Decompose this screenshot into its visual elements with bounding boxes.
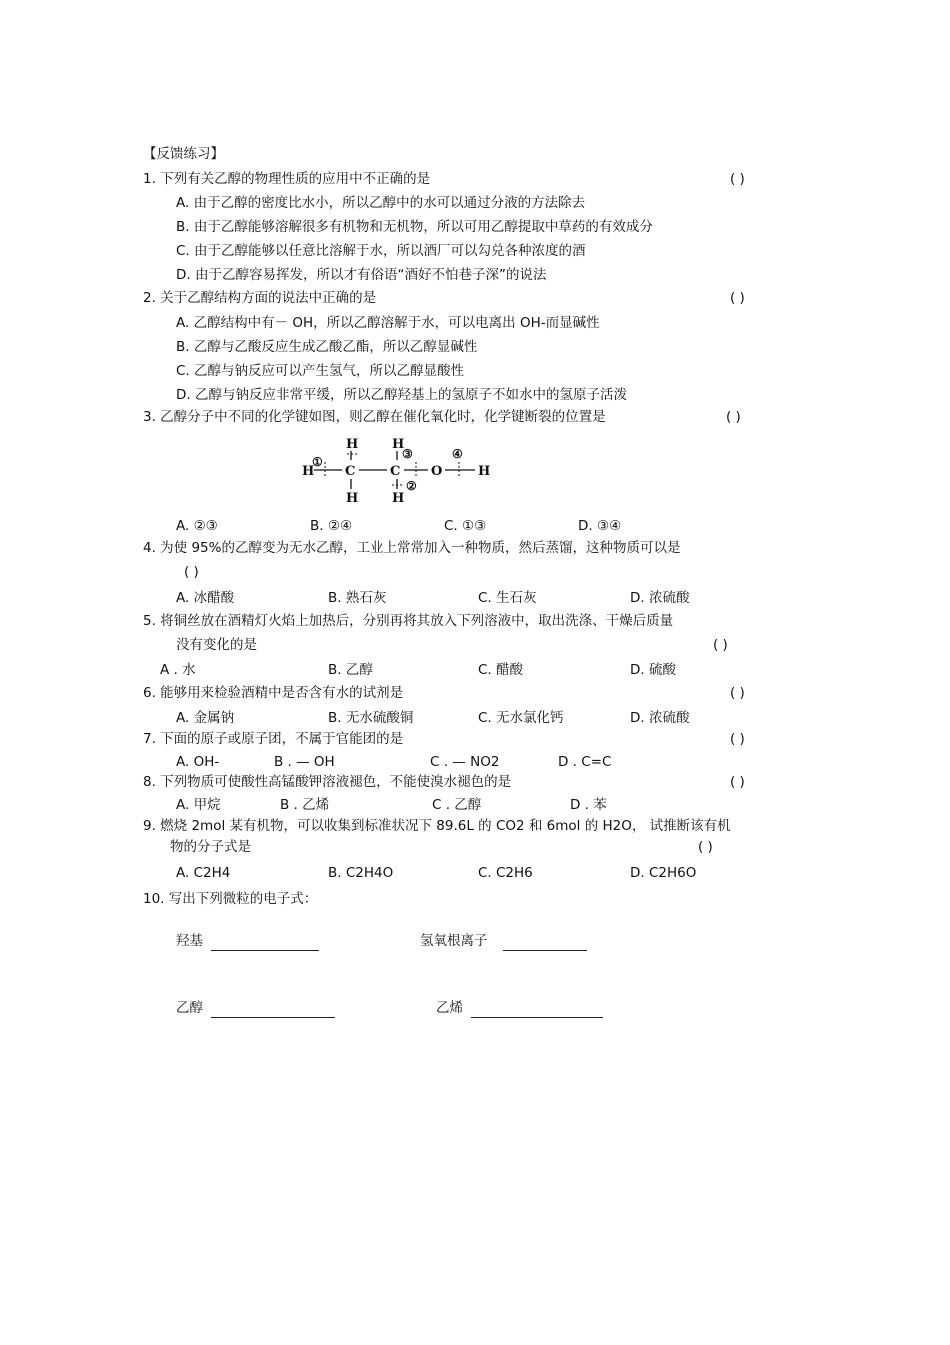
- question-2-option-c: C. 乙醇与钠反应可以产生氢气，所以乙醇显酸性: [176, 363, 465, 379]
- question-5-option-c: C. 醋酸: [478, 662, 524, 678]
- question-8-option-b: B . 乙烯: [280, 797, 330, 813]
- atom-o: O: [431, 464, 443, 479]
- atom-h-left: H: [302, 464, 315, 479]
- question-2-stem: 2. 关于乙醇结构方面的说法中正确的是: [143, 290, 377, 306]
- ethanol-label: 乙醇: [176, 1000, 203, 1016]
- question-9-option-a: A. C2H4: [176, 865, 231, 881]
- question-7-option-b: B . — OH: [274, 754, 335, 770]
- question-1-option-c: C. 由于乙醇能够以任意比溶解于水，所以酒厂可以勾兑各种浓度的酒: [176, 243, 586, 259]
- question-3-stem: 3. 乙醇分子中不同的化学键如图，则乙醇在催化氧化时，化学键断裂的位置是: [143, 409, 606, 425]
- question-1-option-b: B. 由于乙醇能够溶解很多有机物和无机物，所以可用乙醇提取中草药的有效成分: [176, 219, 653, 235]
- question-9-stem-continued: 物的分子式是: [170, 839, 251, 855]
- atom-h-top-1: H: [346, 437, 359, 452]
- question-1-option-d: D. 由于乙醇容易挥发，所以才有俗语“酒好不怕巷子深”的说法: [176, 267, 547, 283]
- question-4-option-d: D. 浓硫酸: [630, 590, 690, 606]
- question-3-answer-paren: ( ): [726, 409, 741, 425]
- question-3-option-d: D. ③④: [578, 518, 622, 534]
- question-5-answer-paren: ( ): [713, 637, 728, 653]
- atom-h-right: H: [478, 464, 491, 479]
- question-6-answer-paren: ( ): [730, 685, 745, 701]
- ethylene-label: 乙烯: [436, 1000, 463, 1016]
- question-3-option-c: C. ①③: [444, 518, 487, 534]
- question-5-option-d: D. 硫酸: [630, 662, 676, 678]
- question-9-stem: 9. 燃烧 2mol 某有机物，可以收集到标准状况下 89.6L 的 CO2 和 6mol 的 H2O， 试推断该有机: [143, 818, 731, 834]
- ethylene-answer-blank[interactable]: [471, 1017, 603, 1018]
- question-7-option-c: C . — NO2: [430, 754, 500, 770]
- question-2-answer-paren: ( ): [730, 290, 745, 306]
- atom-h-top-2: H: [392, 437, 405, 452]
- question-7-stem: 7. 下面的原子或原子团，不属于官能团的是: [143, 731, 404, 747]
- question-5-option-a: A . 水: [160, 662, 196, 678]
- question-1-answer-paren: ( ): [730, 171, 745, 187]
- hydroxide-ion-answer-blank[interactable]: [503, 950, 587, 951]
- question-2-option-d: D. 乙醇与钠反应非常平缓，所以乙醇羟基上的氢原子不如水中的氢原子活泼: [176, 387, 627, 403]
- ethanol-answer-blank[interactable]: [211, 1017, 335, 1018]
- hydroxyl-answer-blank[interactable]: [211, 950, 319, 951]
- question-4-option-c: C. 生石灰: [478, 590, 537, 606]
- bond-marker-2: ②: [406, 479, 417, 493]
- bond-marker-3: ③: [402, 447, 413, 461]
- question-8-answer-paren: ( ): [730, 774, 745, 790]
- atom-c-2: C: [390, 464, 401, 479]
- question-4-option-b: B. 熟石灰: [328, 590, 387, 606]
- question-6-option-b: B. 无水硫酸铜: [328, 710, 414, 726]
- question-9-answer-paren: ( ): [698, 839, 713, 855]
- bond-marker-1: ①: [312, 455, 323, 469]
- atom-c-1: C: [345, 464, 356, 479]
- question-3-option-b: B. ②④: [310, 518, 353, 534]
- question-3-option-a: A. ②③: [176, 518, 218, 534]
- question-6-stem: 6. 能够用来检验酒精中是否含有水的试剂是: [143, 685, 404, 701]
- question-4-option-a: A. 冰醋酸: [176, 590, 235, 606]
- question-6-option-d: D. 浓硫酸: [630, 710, 690, 726]
- question-9-option-b: B. C2H4O: [328, 865, 394, 881]
- bond-marker-4: ④: [452, 447, 463, 461]
- question-4-stem: 4. 为使 95%的乙醇变为无水乙醇，工业上常常加入一种物质，然后蒸馏，这种物质可以是: [143, 540, 681, 556]
- question-9-option-d: D. C2H6O: [630, 865, 697, 881]
- question-4-answer-paren: ( ): [184, 564, 199, 580]
- question-7-answer-paren: ( ): [730, 731, 745, 747]
- section-heading: 【反馈练习】: [143, 146, 224, 162]
- question-5-option-b: B. 乙醇: [328, 662, 373, 678]
- question-1-stem: 1. 下列有关乙醇的物理性质的应用中不正确的是: [143, 171, 431, 187]
- ethanol-bond-diagram: [300, 434, 500, 506]
- question-1-option-a: A. 由于乙醇的密度比水小，所以乙醇中的水可以通过分液的方法除去: [176, 195, 586, 211]
- question-8-option-c: C . 乙醇: [432, 797, 482, 813]
- atom-h-bottom-2: H: [392, 491, 405, 506]
- question-6-option-a: A. 金属钠: [176, 710, 235, 726]
- question-8-option-d: D . 苯: [570, 797, 607, 813]
- question-2-option-b: B. 乙醇与乙酸反应生成乙酸乙酯，所以乙醇显碱性: [176, 339, 478, 355]
- question-5-stem-continued: 没有变化的是: [176, 637, 257, 653]
- question-7-option-a: A. OH-: [176, 754, 220, 770]
- question-7-option-d: D . C=C: [558, 754, 612, 770]
- question-8-stem: 8. 下列物质可使酸性高锰酸钾溶液褪色，不能使溴水褪色的是: [143, 774, 512, 790]
- question-5-stem: 5. 将铜丝放在酒精灯火焰上加热后，分别再将其放入下列溶液中，取出洗涤、干燥后质量: [143, 613, 674, 629]
- hydroxide-ion-label: 氢氧根离子: [420, 933, 488, 949]
- atom-h-bottom-1: H: [346, 491, 359, 506]
- question-10-stem: 10. 写出下列微粒的电子式：: [143, 891, 318, 907]
- question-6-option-c: C. 无水氯化钙: [478, 710, 564, 726]
- question-2-option-a: A. 乙醇结构中有－ OH，所以乙醇溶解于水，可以电离出 OH-而显碱性: [176, 315, 600, 331]
- question-9-option-c: C. C2H6: [478, 865, 533, 881]
- question-8-option-a: A. 甲烷: [176, 797, 221, 813]
- hydroxyl-label: 羟基: [176, 933, 203, 949]
